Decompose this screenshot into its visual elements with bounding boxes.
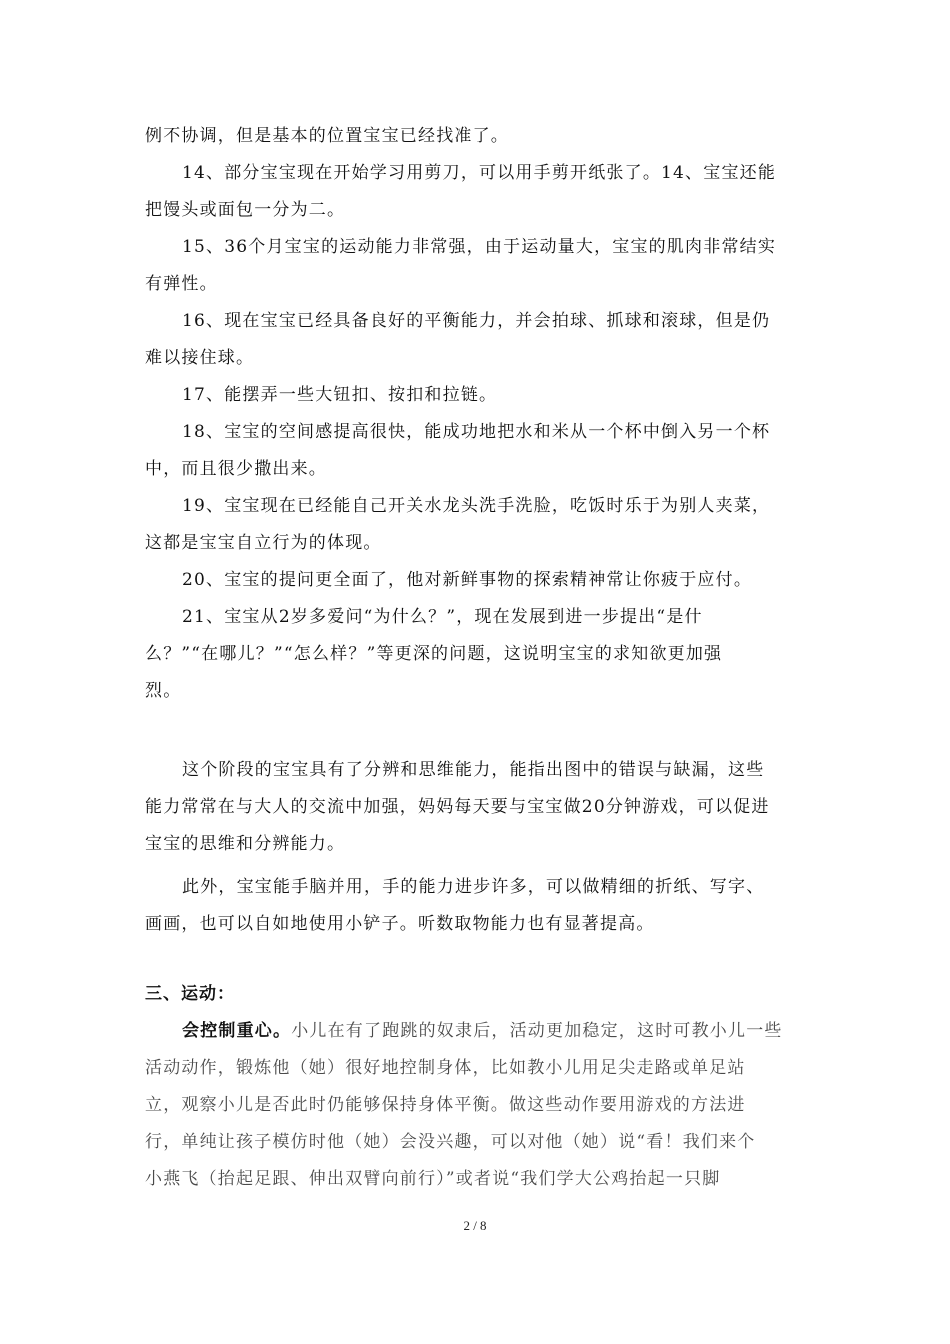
- list-item-18-line-2: 中，而且很少撒出来。: [145, 459, 327, 479]
- list-item-17: 17、能摆弄一些大钮扣、按扣和拉链。: [182, 385, 498, 405]
- paragraph-hands-line-2: 画画，也可以自如地使用小铲子。听数取物能力也有显著提高。: [145, 914, 655, 934]
- section-paragraph-line-5: 小燕飞（抬起足跟、伸出双臂向前行）”或者说“我们学大公鸡抬起一只脚: [145, 1169, 721, 1189]
- spacer: [145, 943, 807, 976]
- list-item-21-line-2: 么？”“在哪儿？”“怎么样？”等更深的问题，这说明宝宝的求知欲更加强: [145, 644, 723, 664]
- list-item-20: 20、宝宝的提问更全面了，他对新鲜事物的探索精神常让你疲于应付。: [182, 570, 753, 590]
- paragraph-thinking-line-1: 这个阶段的宝宝具有了分辨和思维能力，能指出图中的错误与缺漏，这些: [182, 760, 765, 780]
- list-item-14-line-1: 14、部分宝宝现在开始学习用剪刀，可以用手剪开纸张了。14、宝宝还能: [182, 163, 777, 183]
- list-item-15-line-1: 15、36个月宝宝的运动能力非常强，由于运动量大，宝宝的肌肉非常结实: [182, 237, 777, 257]
- section-heading: 三、运动：: [145, 984, 235, 1004]
- paragraph-thinking-line-3: 宝宝的思维和分辨能力。: [145, 834, 346, 854]
- spacer: [145, 710, 807, 752]
- paragraph-continuation: 例不协调，但是基本的位置宝宝已经找准了。: [145, 126, 509, 146]
- list-item-16-line-2: 难以接住球。: [145, 348, 255, 368]
- section-paragraph-line-3: 立，观察小儿是否此时仍能够保持身体平衡。做这些动作要用游戏的方法进: [145, 1095, 746, 1115]
- list-item-19-line-2: 这都是宝宝自立行为的体现。: [145, 533, 382, 553]
- list-item-21-line-1: 21、宝宝从2岁多爱问“为什么？”，现在发展到进一步提出“是什: [182, 607, 703, 627]
- list-item-18-line-1: 18、宝宝的空间感提高很快，能成功地把水和米从一个杯中倒入另一个杯: [182, 422, 771, 442]
- list-item-19-line-1: 19、宝宝现在已经能自己开关水龙头洗手洗脸，吃饭时乐于为别人夹菜，: [182, 496, 771, 516]
- document-body: [145, 118, 807, 1198]
- paragraph-thinking-line-2: 能力常常在与大人的交流中加强，妈妈每天要与宝宝做20分钟游戏，可以促进: [145, 797, 770, 817]
- section-paragraph-line-2: 活动动作，锻炼他（她）很好地控制身体，比如教小儿用足尖走路或单足站: [145, 1058, 746, 1078]
- section-paragraph-line-4: 行，单纯让孩子模仿时他（她）会没兴趣，可以对他（她）说“看！我们来个: [145, 1132, 756, 1152]
- page-number: 2 / 8: [463, 1218, 487, 1233]
- list-item-14-line-2: 把馒头或面包一分为二。: [145, 200, 346, 220]
- list-item-15-line-2: 有弹性。: [145, 274, 218, 294]
- section-paragraph-text: 小儿在有了跑跳的奴隶后，活动更加稳定，这时可教小儿一些: [291, 1021, 783, 1041]
- list-item-21-line-3: 烈。: [145, 681, 182, 701]
- paragraph-hands-line-1: 此外，宝宝能手脑并用，手的能力进步许多，可以做精细的折纸、写字、: [182, 877, 765, 897]
- section-lead: 会控制重心。: [182, 1021, 292, 1041]
- list-item-16-line-1: 16、现在宝宝已经具备良好的平衡能力，并会拍球、抓球和滚球，但是仍: [182, 311, 771, 331]
- section-paragraph-line-1: [145, 1013, 807, 1050]
